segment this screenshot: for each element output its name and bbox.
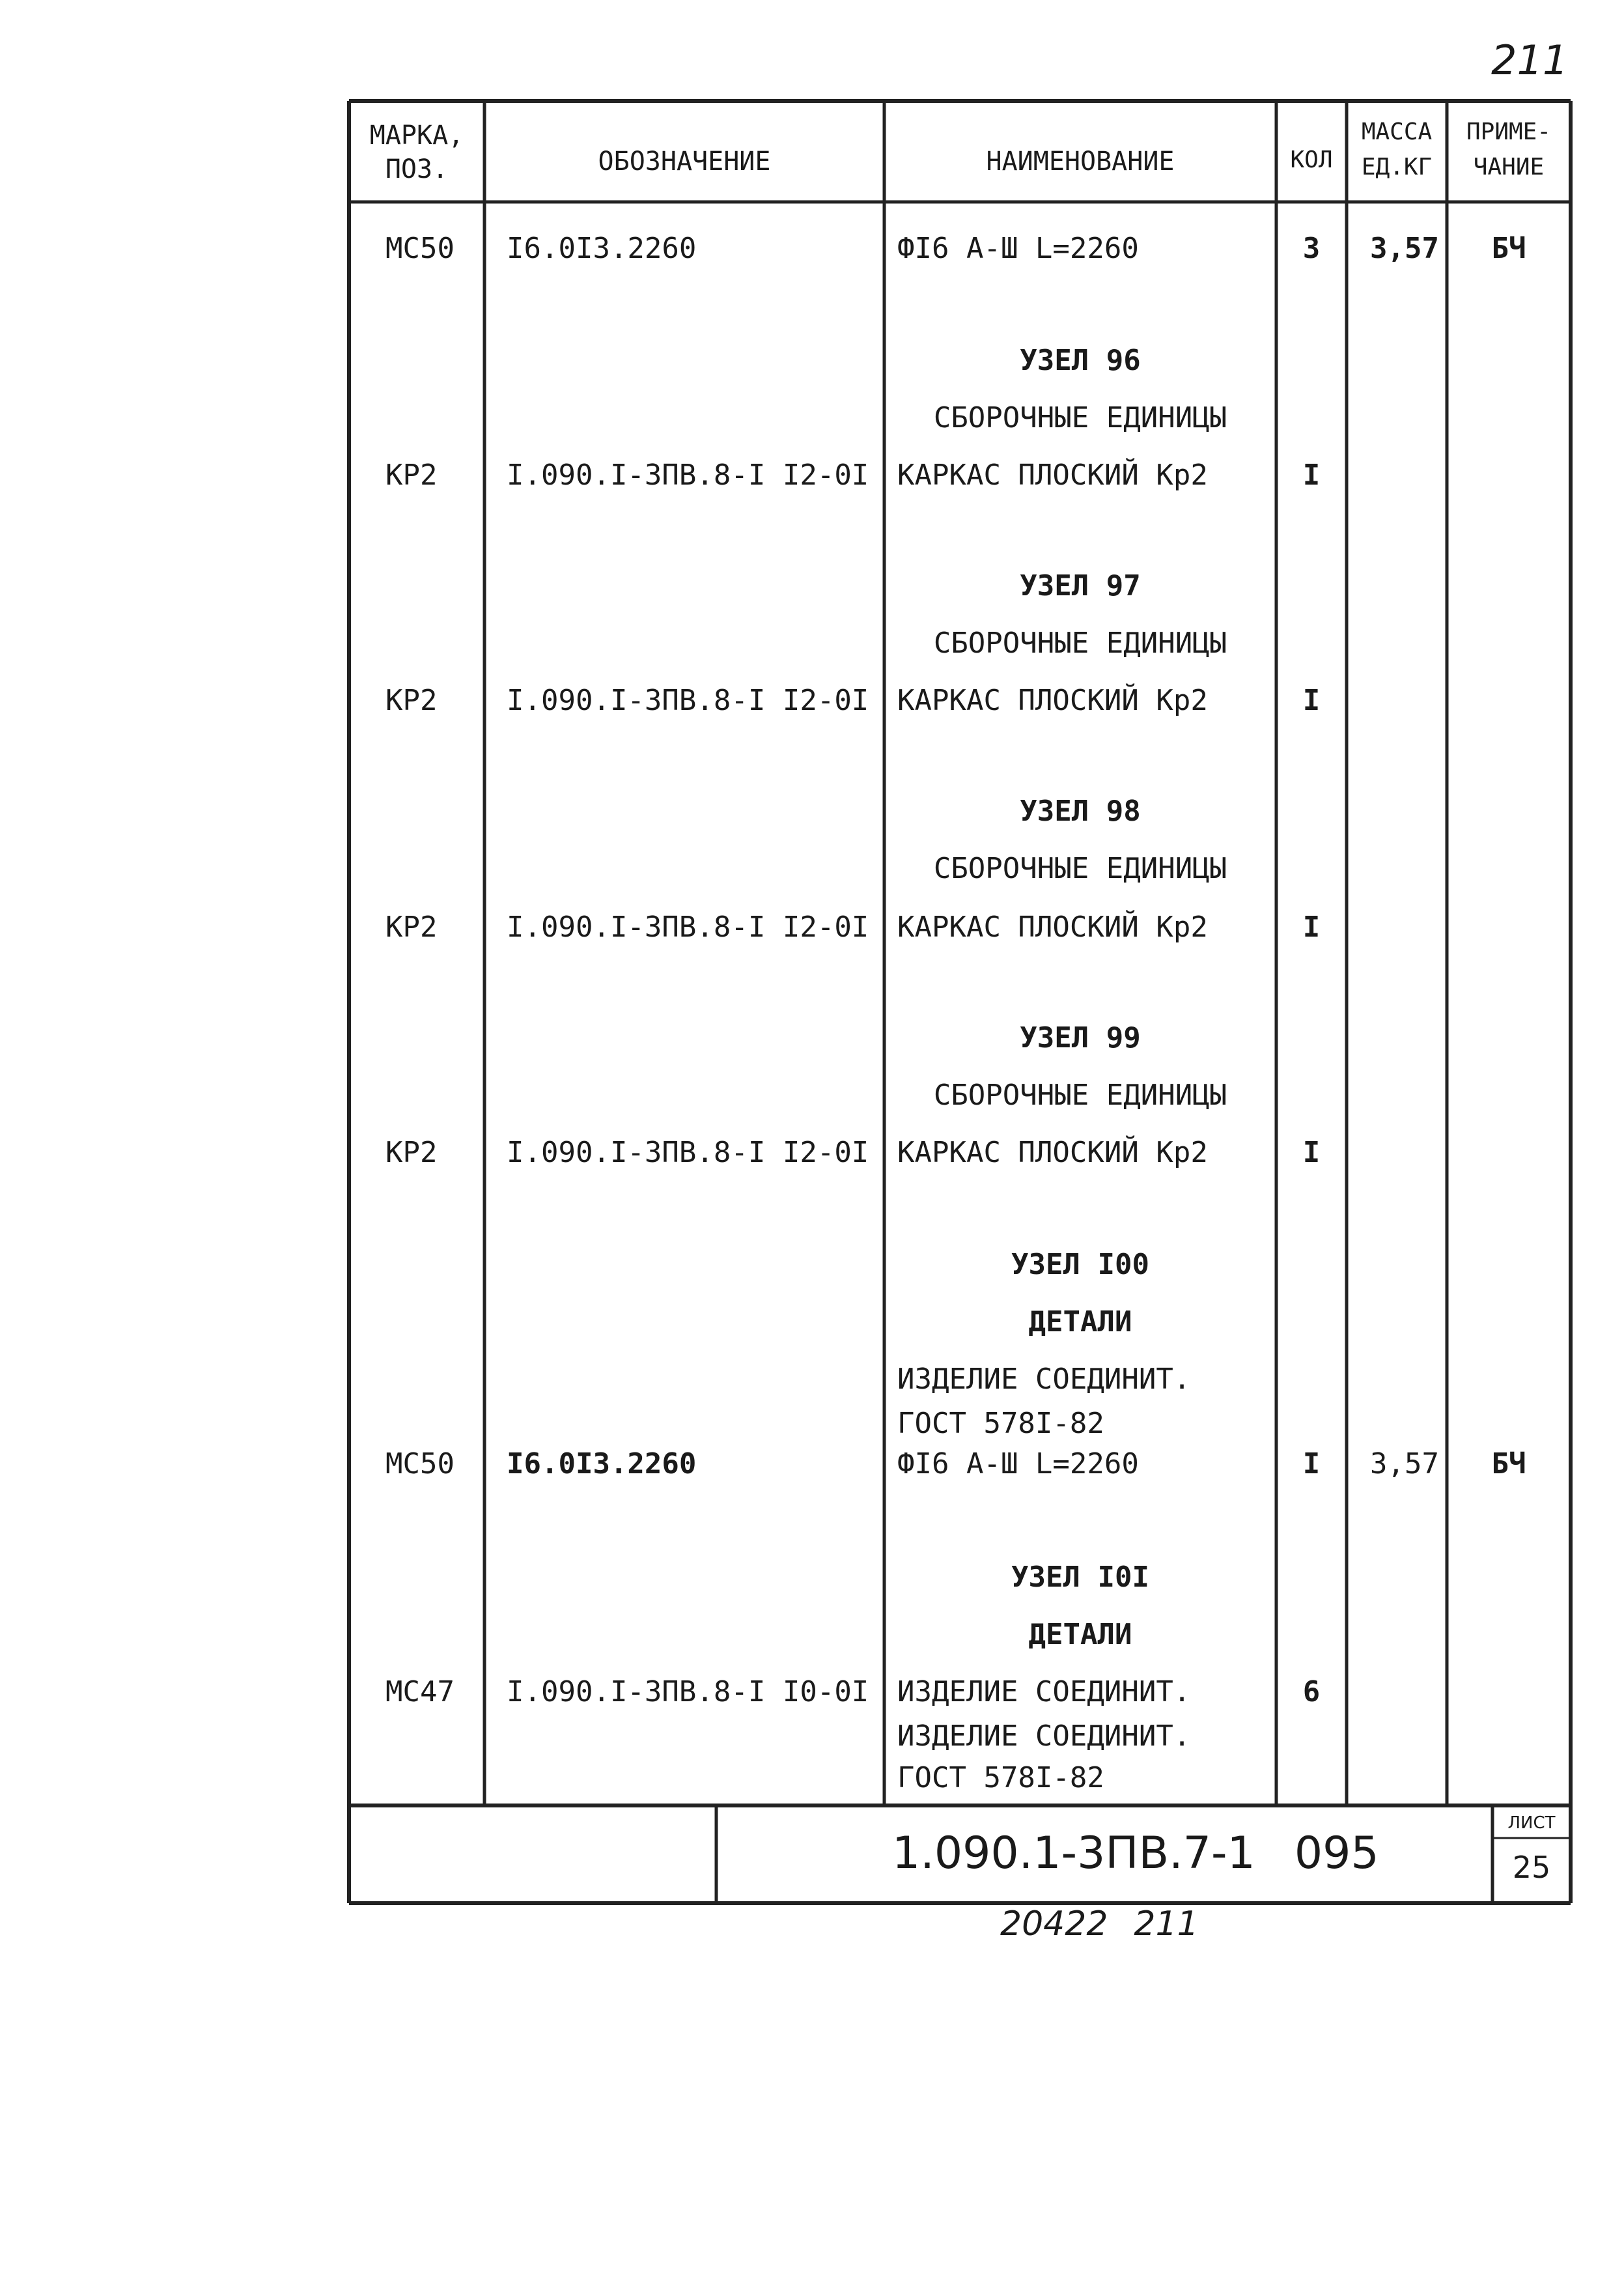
header-massa-line1: МАССА (1361, 119, 1433, 145)
cell-naimenovanie-line: ИЗДЕЛИЕ СОЕДИНИТ. (897, 1719, 1191, 1753)
document-code-suffix: 095 (1294, 1828, 1379, 1879)
cell-kol: 3 (1302, 232, 1321, 265)
cell-primechanie: БЧ (1491, 1447, 1526, 1480)
cell-massa: 3,57 (1370, 232, 1439, 265)
group-heading: СБОРОЧНЫЕ ЕДИНИЦЫ (933, 852, 1227, 885)
cell-marka: КР2 (385, 684, 438, 717)
header-naimenovanie: НАИМЕНОВАНИЕ (986, 147, 1175, 177)
handwritten-footer-page: 211 (1134, 1904, 1199, 1944)
handwritten-footer (1000, 1904, 1199, 1944)
header-marka (370, 122, 464, 182)
header-kol: КОЛ (1290, 147, 1333, 173)
header-primechanie-line2: ЧАНИЕ (1473, 154, 1545, 180)
uzel-heading: УЗЕЛ I00 (1011, 1248, 1149, 1281)
cell-oboznachenie: I.090.I-3ПВ.8-I I2-0I (507, 1136, 869, 1169)
cell-naimenovanie: ИЗДЕЛИЕ СОЕДИНИТ. (897, 1675, 1191, 1708)
cell-marka: КР2 (385, 911, 438, 944)
sheet-number: 25 (1512, 1850, 1551, 1885)
cell-naimenovanie-line: ГОСТ 578I-82 (897, 1407, 1104, 1440)
uzel-heading: УЗЕЛ 98 (1020, 795, 1141, 828)
cell-kol: I (1302, 1136, 1321, 1169)
sheet-label: ЛИСТ (1507, 1813, 1556, 1833)
header-primechanie (1466, 120, 1551, 179)
cell-kol: I (1302, 1447, 1321, 1480)
group-heading: СБОРОЧНЫЕ ЕДИНИЦЫ (933, 1079, 1227, 1112)
header-primechanie-line1: ПРИМЕ- (1466, 119, 1552, 145)
cell-oboznachenie: I.090.I-3ПВ.8-I I2-0I (507, 911, 869, 944)
document-code-text: 1.090.1-3ПВ.7-1 (892, 1828, 1255, 1879)
cell-kol: I (1302, 911, 1321, 944)
group-heading: СБОРОЧНЫЕ ЕДИНИЦЫ (933, 627, 1227, 660)
cell-oboznachenie: I6.0I3.2260 (507, 1447, 697, 1480)
cell-naimenovanie: ФI6 А-Ш L=2260 (897, 1447, 1139, 1480)
group-heading: ДЕТАЛИ (1028, 1305, 1132, 1338)
cell-naimenovanie: КАРКАС ПЛОСКИЙ Кр2 (897, 911, 1208, 944)
cell-kol: 6 (1302, 1675, 1321, 1708)
cell-naimenovanie: КАРКАС ПЛОСКИЙ Кр2 (897, 1136, 1208, 1169)
cell-naimenovanie: ФI6 А-Ш L=2260 (897, 232, 1139, 265)
document-code (892, 1828, 1379, 1879)
cell-oboznachenie: I.090.I-3ПВ.8-I I2-0I (507, 459, 869, 492)
uzel-heading: УЗЕЛ 99 (1020, 1021, 1141, 1054)
handwritten-footer-number: 20422 (1000, 1904, 1108, 1944)
cell-kol: I (1302, 684, 1321, 717)
uzel-heading: УЗЕЛ 97 (1020, 569, 1141, 602)
header-marka-line2: ПОЗ. (385, 154, 449, 184)
cell-naimenovanie: КАРКАС ПЛОСКИЙ Кр2 (897, 459, 1208, 492)
group-heading: СБОРОЧНЫЕ ЕДИНИЦЫ (933, 401, 1227, 434)
cell-oboznachenie: I.090.I-3ПВ.8-I I0-0I (507, 1675, 869, 1708)
cell-marka: КР2 (385, 459, 438, 492)
header-massa (1362, 120, 1432, 179)
group-heading: ДЕТАЛИ (1028, 1618, 1132, 1651)
cell-marka: МС50 (385, 1447, 455, 1480)
cell-oboznachenie: I6.0I3.2260 (507, 232, 697, 265)
cell-marka: МС47 (385, 1675, 455, 1708)
cell-kol: I (1302, 459, 1321, 492)
uzel-heading: УЗЕЛ I0I (1011, 1561, 1149, 1594)
cell-primechanie: БЧ (1491, 232, 1526, 265)
cell-naimenovanie: КАРКАС ПЛОСКИЙ Кр2 (897, 684, 1208, 717)
cell-marka: МС50 (385, 232, 455, 265)
uzel-heading: УЗЕЛ 96 (1020, 344, 1141, 377)
header-massa-line2: ЕД.КГ (1361, 154, 1433, 180)
header-oboznachenie: ОБОЗНАЧЕНИЕ (598, 147, 771, 177)
cell-oboznachenie: I.090.I-3ПВ.8-I I2-0I (507, 684, 869, 717)
cell-naimenovanie-line: ГОСТ 578I-82 (897, 1761, 1104, 1794)
cell-naimenovanie-line: ИЗДЕЛИЕ СОЕДИНИТ. (897, 1363, 1191, 1396)
handwritten-page-number: 211 (1491, 36, 1569, 84)
header-marka-line1: МАРКА, (369, 120, 464, 150)
cell-marka: КР2 (385, 1136, 438, 1169)
cell-massa: 3,57 (1370, 1447, 1439, 1480)
